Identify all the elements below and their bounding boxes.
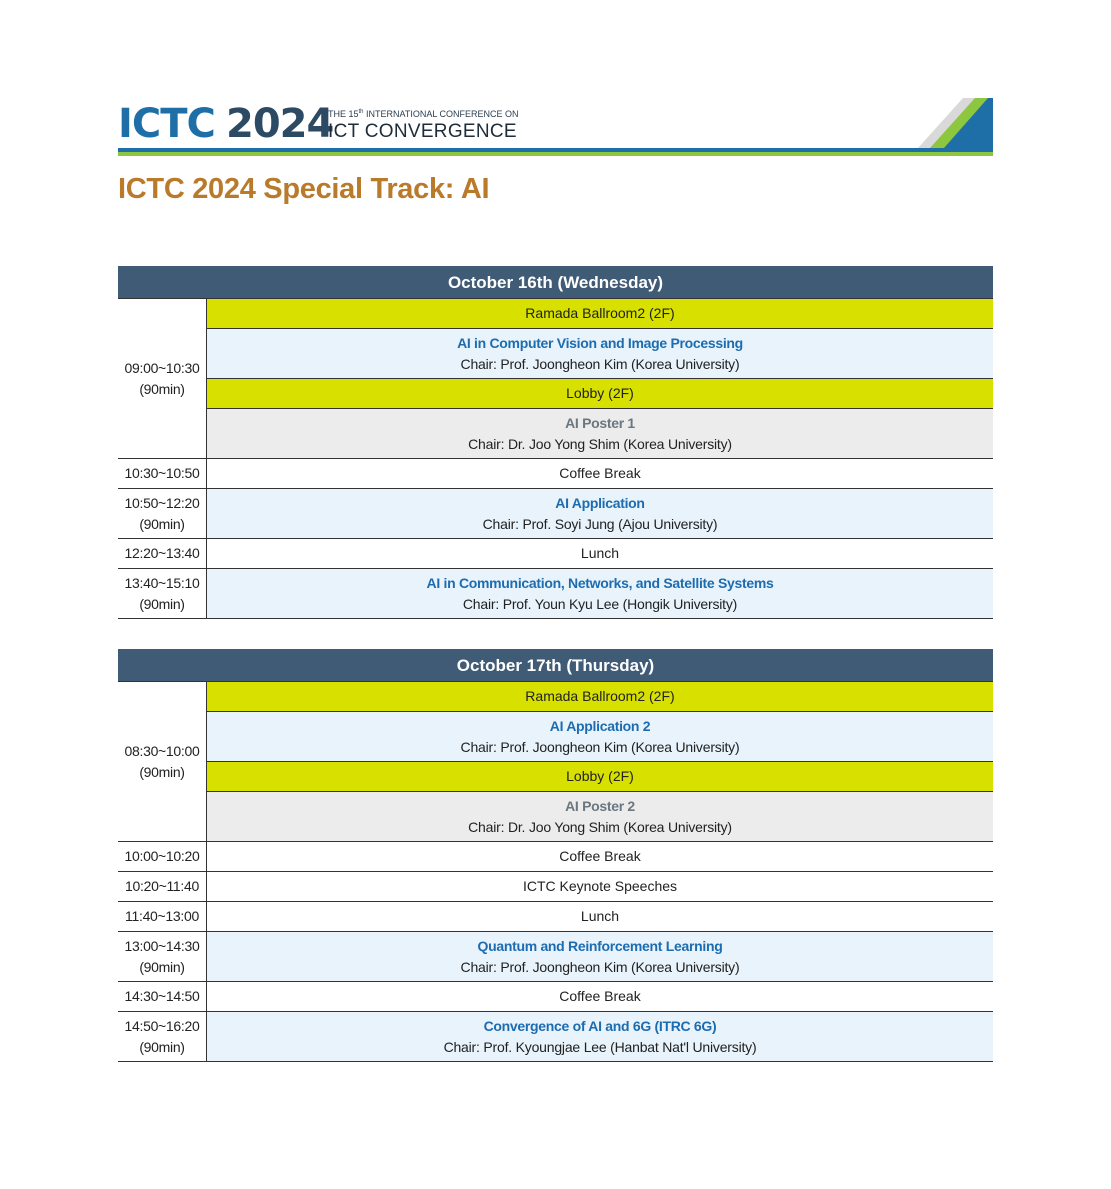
session-chair: Chair: Prof. Soyi Jung (Ajou University) xyxy=(482,515,718,532)
schedule-row xyxy=(118,1012,993,1062)
time-slot xyxy=(118,569,207,619)
schedule-row xyxy=(118,459,993,489)
logo-name: ICT CONVERGENCE xyxy=(328,121,517,142)
page-title: ICTC 2024 Special Track: AI xyxy=(118,173,490,205)
schedule-row xyxy=(118,539,993,569)
time-range: 10:20~11:40 xyxy=(118,872,207,902)
time-range: 09:00~10:30 xyxy=(124,359,200,376)
schedule-row xyxy=(118,569,993,619)
poster-title: AI Poster 2 xyxy=(565,797,635,814)
time-range: 12:20~13:40 xyxy=(118,539,207,569)
header-rule-green xyxy=(118,152,993,156)
schedule-row xyxy=(118,982,993,1012)
schedule-row xyxy=(118,872,993,902)
session-chair: Chair: Prof. Youn Kyu Lee (Hongik University) xyxy=(462,595,738,612)
poster-cell xyxy=(207,792,994,842)
session-title: AI in Computer Vision and Image Processing xyxy=(457,334,743,351)
schedule-table-day2 xyxy=(118,649,993,1062)
break-cell: Lunch xyxy=(207,902,994,932)
schedule-row xyxy=(118,842,993,872)
duration: (90min) xyxy=(139,515,185,532)
venue-band: Lobby (2F) xyxy=(207,379,994,409)
poster-chair: Chair: Dr. Joo Yong Shim (Korea University) xyxy=(468,818,732,835)
poster-title: AI Poster 1 xyxy=(565,414,635,431)
session-title: AI in Communication, Networks, and Satellite Systems xyxy=(426,574,774,591)
time-range: 14:50~16:20 xyxy=(124,1017,200,1034)
time-range: 08:30~10:00 xyxy=(124,742,200,759)
time-range: 13:00~14:30 xyxy=(124,937,200,954)
duration: (90min) xyxy=(139,380,185,397)
duration: (90min) xyxy=(139,763,185,780)
conference-header xyxy=(118,98,993,160)
time-range: 10:00~10:20 xyxy=(118,842,207,872)
session-title: Convergence of AI and 6G (ITRC 6G) xyxy=(483,1017,717,1034)
venue-band: Ramada Ballroom2 (2F) xyxy=(207,682,994,712)
logo-year: 2024 xyxy=(226,101,334,147)
break-cell: Coffee Break xyxy=(207,842,994,872)
schedule-row xyxy=(118,932,993,982)
session-title: AI Application 2 xyxy=(549,717,651,734)
session-cell xyxy=(207,712,994,762)
logo-subtitle: THE 15th INTERNATIONAL CONFERENCE ON xyxy=(328,109,519,119)
schedule-row xyxy=(118,489,993,539)
day-header: October 16th (Wednesday) xyxy=(118,266,993,299)
duration: (90min) xyxy=(139,1038,185,1055)
session-cell xyxy=(207,329,994,379)
time-range: 10:30~10:50 xyxy=(118,459,207,489)
time-range: 11:40~13:00 xyxy=(118,902,207,932)
time-range: 14:30~14:50 xyxy=(118,982,207,1012)
break-cell: Lunch xyxy=(207,539,994,569)
time-slot xyxy=(118,932,207,982)
session-cell xyxy=(207,489,994,539)
session-title: AI Application xyxy=(555,494,645,511)
session-chair: Chair: Prof. Joongheon Kim (Korea University) xyxy=(460,355,740,372)
venue-band: Lobby (2F) xyxy=(207,762,994,792)
break-cell: Coffee Break xyxy=(207,459,994,489)
logo-ictc: ICTC xyxy=(118,101,215,147)
time-slot xyxy=(118,299,207,459)
session-chair: Chair: Prof. Joongheon Kim (Korea University) xyxy=(460,958,740,975)
time-slot xyxy=(118,489,207,539)
schedule-row xyxy=(118,902,993,932)
time-slot xyxy=(118,682,207,842)
session-cell xyxy=(207,1012,994,1062)
poster-chair: Chair: Dr. Joo Yong Shim (Korea University) xyxy=(468,435,732,452)
break-cell: Coffee Break xyxy=(207,982,994,1012)
session-cell xyxy=(207,569,994,619)
session-chair: Chair: Prof. Kyoungjae Lee (Hanbat Nat'l University) xyxy=(443,1038,757,1055)
time-slot xyxy=(118,1012,207,1062)
time-range: 13:40~15:10 xyxy=(124,574,200,591)
poster-cell xyxy=(207,409,994,459)
session-cell xyxy=(207,932,994,982)
keynote-cell: ICTC Keynote Speeches xyxy=(207,872,994,902)
venue-band: Ramada Ballroom2 (2F) xyxy=(207,299,994,329)
day-header: October 17th (Thursday) xyxy=(118,649,993,682)
session-chair: Chair: Prof. Joongheon Kim (Korea University) xyxy=(460,738,740,755)
duration: (90min) xyxy=(139,958,185,975)
time-range: 10:50~12:20 xyxy=(124,494,200,511)
schedule-table-day1 xyxy=(118,266,993,619)
duration: (90min) xyxy=(139,595,185,612)
session-title: Quantum and Reinforcement Learning xyxy=(477,937,723,954)
